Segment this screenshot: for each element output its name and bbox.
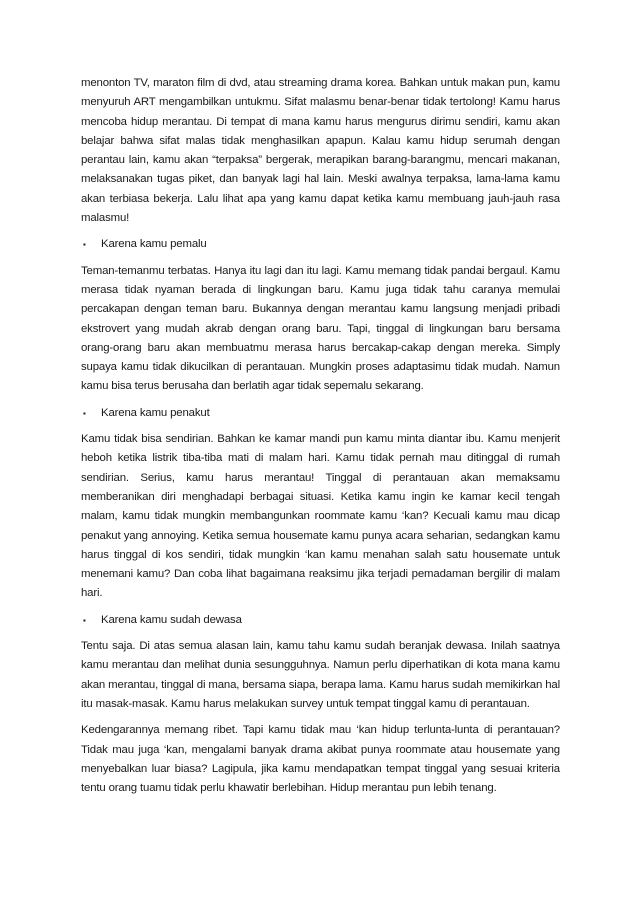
document-page <box>81 74 560 805</box>
paragraph-shy: Teman-temanmu terbatas. Hanya itu lagi dan itu lagi. Kamu memang tidak pandai bergaul. Kamu merasa tidak nyaman berada di lingkungan baru. Kamu juga tidak tahu caranya memulai percakapan dengan teman baru. Bukannya dengan merantau kamu langsung menjadi pribadi ekstrovert yang mudah akrab dengan orang baru. Tapi, tinggal di lingkungan baru bersama orang-orang baru akan membuatmu merasa harus bercakap-cakap dengan mereka. Simply supaya kamu tidak dikucilkan di perantauan. Mungkin proses adaptasimu tidak mudah. Namun kamu bisa terus berusaha dan berlatih agar tidak sepemalu sekarang. <box>81 264 560 393</box>
bullet-label-adult: Karena kamu sudah dewasa <box>101 613 242 626</box>
bullet-label-fearful: Karena kamu penakut <box>101 406 210 419</box>
paragraph-adult: Tentu saja. Di atas semua alasan lain, kamu tahu kamu sudah beranjak dewasa. Inilah saatnya kamu merantau dan melihat dunia sesungguhnya. Namun perlu diperhatikan di kota mana kamu akan merantau, tinggal di mana, bersama siapa, berapa lama. Kamu harus sudah memikirkan hal itu masak-masak. Kamu harus melakukan survey untuk tempat tinggal kamu di perantauan. <box>81 640 560 710</box>
bullet-item-shy <box>81 235 560 254</box>
square-bullet-icon: ▪ <box>83 408 86 418</box>
paragraph-lazy: menonton TV, maraton film di dvd, atau streaming drama korea. Bahkan untuk makan pun, kamu menyuruh ART mengambilkan untukmu. Sifat malasmu benar-benar tidak tertolong! Kamu harus mencoba hidup merantau. Di tempat di mana kamu harus mengurus dirimu sendiri, kamu akan belajar bahwa sifat malas tidak menghasilkan apapun. Kalau kamu hidup serumah dengan perantau lain, kamu akan “terpaksa” bergerak, merapikan barang-barangmu, mencari makanan, melaksanakan tugas piket, dan banyak lagi hal lain. Meski awalnya terpaksa, lama-lama kamu akan terbiasa bekerja. Lalu lihat apa yang kamu dapat ketika kamu membuang jauh-jauh rasa malasmu! <box>81 77 560 225</box>
bullet-item-fearful <box>81 404 560 423</box>
square-bullet-icon: ▪ <box>83 615 86 625</box>
bullet-item-adult <box>81 611 560 630</box>
square-bullet-icon: ▪ <box>83 240 86 250</box>
paragraph-closing: Kedengarannya memang ribet. Tapi kamu tidak mau ‘kan hidup terlunta-lunta di perantauan? Tidak mau juga ‘kan, mengalami banyak drama akibat punya roommate atau housemate yang menyebalkan luar biasa? Lagipula, jika kamu mendapatkan tempat tinggal yang sesuai kriteria tentu orang tuamu tidak perlu khawatir berlebihan. Hidup merantau pun lebih tenang. <box>81 724 560 795</box>
paragraph-fearful: Kamu tidak bisa sendirian. Bahkan ke kamar mandi pun kamu minta diantar ibu. Kamu menjerit heboh ketika listrik tiba-tiba mati di malam hari. Kamu tidak pernah mau ditinggal di rumah sendirian. Serius, kamu harus merantau! Tinggal di perantauan akan memaksamu memberanikan diri menghadapi berbagai situasi. Ketika kamu ingin ke kamar kecil tengah malam, kamu tidak mungkin membangunkan roommate kamu ‘kan? Kecuali kamu mau dicap penakut yang annoying. Ketika semua housemate kamu punya acara seharian, sedangkan kamu harus tinggal di kos sendiri, tidak mungkin ‘kan kamu menahan salah satu housemate untuk menemani kamu? Dan coba lihat bagaimana reaksimu jika terjadi pemadaman bergilir di malam hari. <box>81 433 560 600</box>
bullet-label-shy: Karena kamu pemalu <box>101 238 207 251</box>
